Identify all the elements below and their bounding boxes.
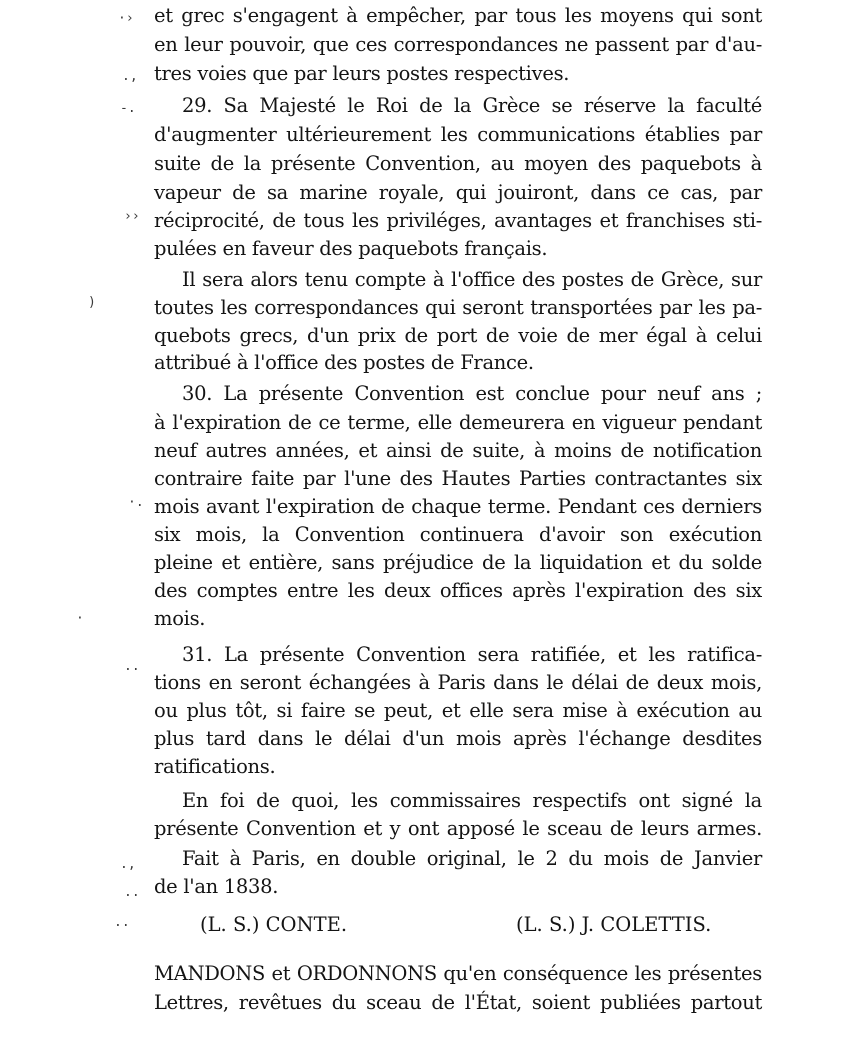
text-line: Lettres, revêtues du sceau de l'État, soient publiées partout	[154, 991, 762, 1014]
article-29-line: 29. Sa Majesté le Roi de la Grèce se réserve la faculté	[182, 94, 762, 117]
date-line: de l'an 1838.	[154, 875, 279, 898]
text-line: ou plus tôt, si faire se peut, et elle sera mise à exécution au	[154, 699, 762, 722]
margin-noise: ››	[124, 209, 140, 224]
article-31-line: 31. La présente Convention sera ratifiée, et les ratifica-	[182, 643, 762, 666]
margin-noise: ·›	[118, 11, 134, 26]
signature-left: (L. S.) CONTE.	[200, 913, 348, 936]
margin-noise: ·.	[128, 495, 144, 510]
text-line: mois avant l'expiration de chaque terme. Pendant ces derniers	[154, 495, 762, 518]
text-line: neuf autres années, et ainsi de suite, à moins de notification	[154, 439, 762, 462]
text-line: quebots grecs, d'un prix de port de voie de mer égal à celui	[154, 324, 762, 347]
text-line: mois.	[154, 607, 206, 630]
margin-noise: ..	[114, 915, 130, 930]
text-line: des comptes entre les deux offices après l'expiration des six	[154, 579, 762, 602]
text-line: contraire faite par l'une des Hautes Parties contractantes six	[154, 467, 762, 490]
text-line: tions en seront échangées à Paris dans le délai de deux mois,	[154, 671, 762, 694]
text-line: attribué à l'office des postes de France.	[154, 351, 534, 374]
text-line: six mois, la Convention continuera d'avoir son exécution	[154, 523, 762, 546]
text-line: En foi de quoi, les commissaires respectifs ont signé la	[182, 789, 762, 812]
text-line: vapeur de sa marine royale, qui jouiront, dans ce cas, par	[154, 181, 762, 204]
text-line: Il sera alors tenu compte à l'office des postes de Grèce, sur	[182, 268, 762, 291]
margin-noise: ·	[76, 611, 84, 626]
text-line: en leur pouvoir, que ces correspondances ne passent par d'au-	[154, 33, 762, 56]
text-line: ratifications.	[154, 755, 276, 778]
margin-noise: ..	[124, 659, 140, 674]
text-line: toutes les correspondances qui seront transportées par les pa-	[154, 296, 762, 319]
text-line: tres voies que par leurs postes respectives.	[154, 62, 570, 85]
text-line: suite de la présente Convention, au moyen des paquebots à	[154, 152, 762, 175]
margin-noise: )	[88, 295, 96, 310]
text-line: et grec s'engagent à empêcher, par tous les moyens qui sont	[154, 4, 762, 27]
text-line: à l'expiration de ce terme, elle demeurera en vigueur pendant	[154, 411, 762, 434]
text-line: pleine et entière, sans préjudice de la liquidation et du solde	[154, 551, 762, 574]
text-line: présente Convention et y ont apposé le sceau de leurs armes.	[154, 817, 762, 840]
margin-noise: .,	[120, 857, 136, 872]
signature-right: (L. S.) J. COLETTIS.	[516, 913, 712, 936]
article-30-line: 30. La présente Convention est conclue pour neuf ans ;	[182, 382, 762, 405]
text-line: pulées en faveur des paquebots français.	[154, 237, 548, 260]
text-line: MANDONS et ORDONNONS qu'en conséquence les présentes	[154, 962, 762, 985]
text-line: d'augmenter ultérieurement les communications établies par	[154, 123, 762, 146]
text-line: réciprocité, de tous les priviléges, avantages et franchises sti-	[154, 209, 762, 232]
margin-noise: -.	[120, 101, 136, 116]
margin-noise: .,	[122, 69, 138, 84]
margin-noise: ..	[124, 885, 140, 900]
text-line: Fait à Paris, en double original, le 2 du mois de Janvier	[182, 847, 762, 870]
text-line: plus tard dans le délai d'un mois après l'échange desdites	[154, 727, 762, 750]
